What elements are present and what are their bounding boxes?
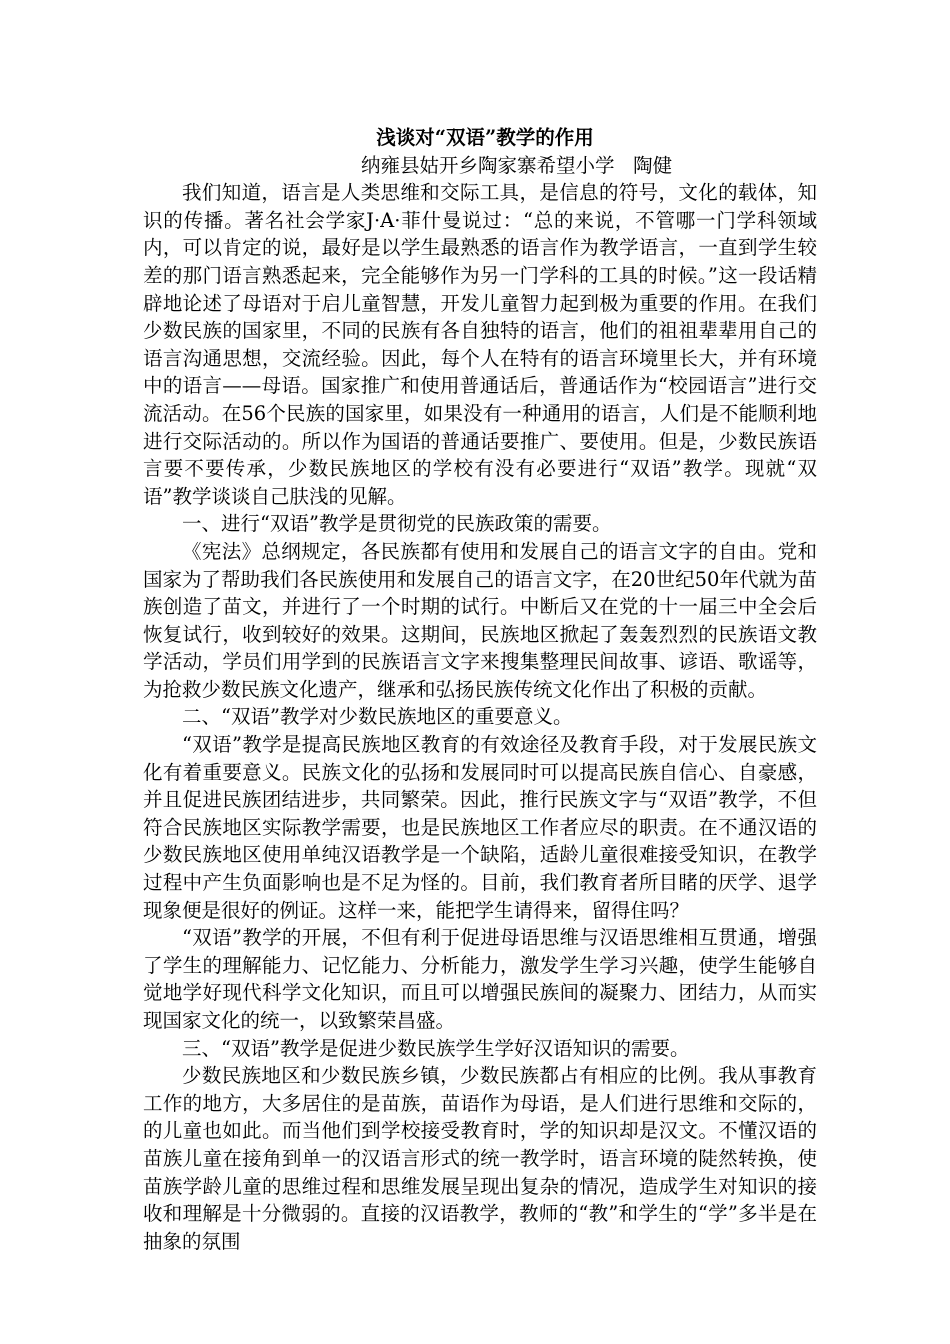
paragraph-constitution: 《宪法》总纲规定，各民族都有使用和发展自己的语言文字的自由。党和国家为了帮助我们各民族使用和发展自己的语言文字，在20世纪50年代就为苗族创造了苗文，并进行了一个时期的试行。中断后又在党的十一届三中全会后恢复试行，收到较好的效果。这期间，民族地区掀起了轰轰烈烈的民族语文教学活动，学员们用学到的民族语言文字来搜集整理民间故事、谚语、歌谣等，为抢救少数民族文化遗产，继承和弘扬民族传统文化作出了积极的贡献。 bbox=[143, 539, 817, 701]
section-heading-1: 一、进行“双语”教学是贯彻党的民族政策的需要。 bbox=[182, 512, 612, 536]
section-heading-3: 三、“双语”教学是促进少数民族学生学好汉语知识的需要。 bbox=[182, 1036, 690, 1060]
paragraph-intro: 我们知道，语言是人类思维和交际工具，是信息的符号，文化的载体，知识的传播。著名社会学家J·A·菲什曼说过：“总的来说，不管哪一门学科领域内，可以肯定的说，最好是以学生最熟悉的语言作为教学语言，一直到学生较差的那门语言熟悉起来，完全能够作为另一门学科的工具的时候。”这一段话精辟地论述了母语对于启儿童智慧，开发儿童智力起到极为重要的作用。在我们少数民族的国家里，不同的民族有各自独特的语言，他们的祖祖辈辈用自己的语言沟通思想，交流经验。因此，每个人在特有的语言环境里长大，并有环境中的语言——母语。国家推广和使用普通话后，普通话作为“校园语言”进行交流活动。在56个民族的国家里，如果没有一种通用的语言，人们是不能顺利地进行交际活动的。所以作为国语的普通话要推广、要使用。但是，少数民族语言要不要传承，少数民族地区的学校有没有必要进行“双语”教学。现就“双语”教学谈谈自己肤浅的见解。 bbox=[143, 181, 817, 508]
document-title: 浅谈对“双语”教学的作用 bbox=[376, 126, 594, 149]
paragraph-significance: “双语”教学是提高民族地区教育的有效途径及教育手段，对于发展民族文化有着重要意义。民族文化的弘扬和发展同时可以提高民族自信心、自豪感，并且促进民族团结进步，共同繁荣。因此，推行民族文字与“双语”教学，不但符合民族地区实际教学需要，也是民族地区工作者应尽的职责。在不通汉语的少数民族地区使用单纯汉语教学是一个缺陷，适龄儿童很难接受知识，在教学过程中产生负面影响也是不足为怪的。目前，我们教育者所目睹的厌学、退学现象便是很好的例证。这样一来，能把学生请得来，留得住吗？ bbox=[143, 733, 817, 922]
author-line: 纳雍县姑开乡陶家寨希望小学 陶健 bbox=[361, 153, 673, 177]
section-heading-2: 二、“双语”教学对少数民族地区的重要意义。 bbox=[182, 705, 573, 729]
paragraph-benefits: “双语”教学的开展，不但有利于促进母语思维与汉语思维相互贯通，增强了学生的理解能力、记忆能力、分析能力，激发学生学习兴趣，使学生能够自觉地学好现代科学文化知识，而且可以增强民族间的凝聚力、团结力，从而实现国家文化的统一，以致繁荣昌盛。 bbox=[143, 926, 817, 1032]
paragraph-mandarin-learning: 少数民族地区和少数民族乡镇，少数民族都占有相应的比例。我从事教育工作的地方，大多居住的是苗族，苗语作为母语，是人们进行思维和交际的，的儿童也如此。而当他们到学校接受教育时，学的知识却是汉文。不懂汉语的苗族儿童在接角到单一的汉语言形式的统一教学时，语言环境的陡然转换，使苗族学龄儿童的思维过程和思维发展呈现出复杂的情况，造成学生对知识的接收和理解是十分微弱的。直接的汉语教学，教师的“教”和学生的“学”多半是在抽象的氛围 bbox=[143, 1064, 817, 1253]
document-body bbox=[143, 124, 817, 1255]
